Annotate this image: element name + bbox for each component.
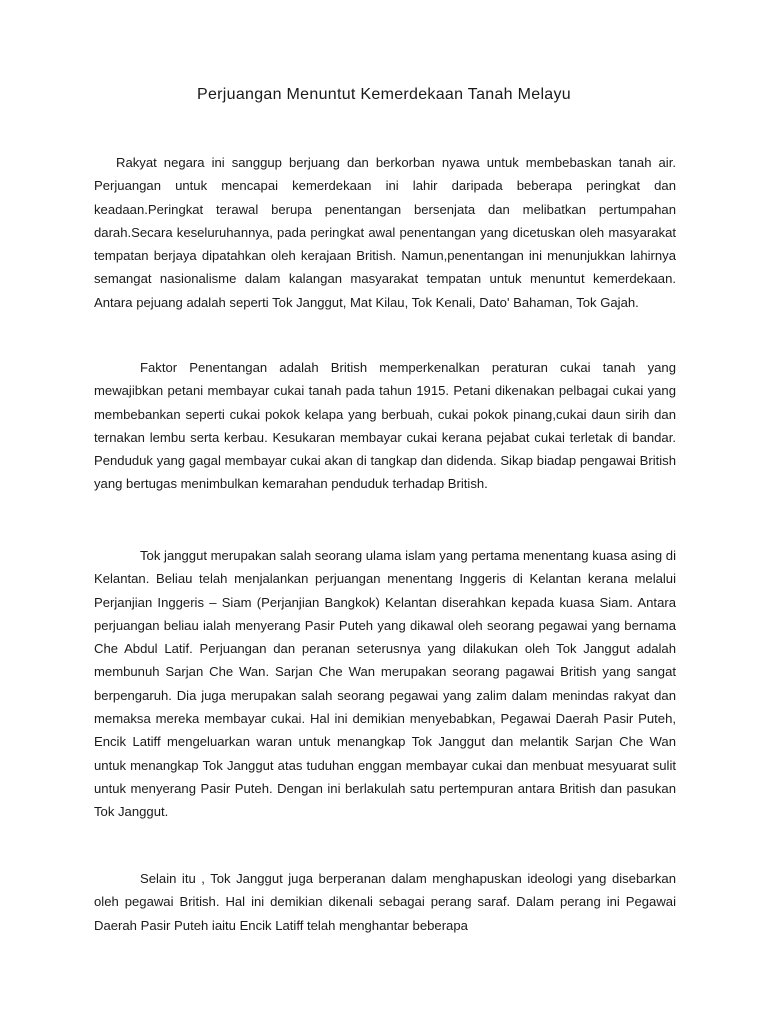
paragraph-3: Tok janggut merupakan salah seorang ulama islam yang pertama menentang kuasa asing di Kelantan. Beliau telah menjalankan perjuangan menentang Inggeris di Kelantan kerana melalui Perjanjian Inggeris – Siam (Perjanjian Bangkok) Kelantan diserahkan kepada kuasa Siam. Antara perjuangan beliau ialah menyerang Pasir Puteh yang dikawal oleh seorang pegawai yang bernama Che Abdul Latif. Perjuangan dan peranan seterusnya yang dilakukan oleh Tok Janggut adalah membunuh Sarjan Che Wan. Sarjan Che Wan merupakan seorang pagawai British yang sangat berpengaruh. Dia juga merupakan salah seorang pegawai yang zalim dalam menindas rakyat dan memaksa mereka membayar cukai. Hal ini demikian menyebabkan, Pegawai Daerah Pasir Puteh, Encik Latiff mengeluarkan waran untuk menangkap Tok Janggut dan melantik Sarjan Che Wan untuk menangkap Tok Janggut atas tuduhan enggan membayar cukai dan menbuat mesyuarat sulit untuk menyerang Pasir Puteh. Dengan ini berlakulah satu pertempuran antara British dan pasukan Tok Janggut. (94, 548, 676, 820)
paragraph-2: Faktor Penentangan adalah British memperkenalkan peraturan cukai tanah yang mewajibkan petani membayar cukai tanah pada tahun 1915. Petani dikenakan pelbagai cukai yang membebankan seperti cukai pokok kelapa yang berbuah, cukai pokok pinang,cukai daun sirih dan ternakan lembu serta kerbau. Kesukaran membayar cukai kerana pejabat cukai terletak di bandar. Penduduk yang gagal membayar cukai akan di tangkap dan didenda. Sikap biadap pengawai British yang bertugas menimbulkan kemarahan penduduk terhadap British. (94, 360, 676, 492)
paragraph-4: Selain itu , Tok Janggut juga berperanan dalam menghapuskan ideologi yang disebarkan oleh pegawai British. Hal ini demikian dikenali sebagai perang saraf. Dalam perang ini Pegawai Daerah Pasir Puteh iaitu Encik Latiff telah menghantar beberapa (94, 871, 676, 933)
paragraph-1: Rakyat negara ini sanggup berjuang dan berkorban nyawa untuk membebaskan tanah air. Perjuangan untuk mencapai kemerdekaan ini lahir daripada beberapa peringkat dan keadaan.Peringkat terawal berupa penentangan bersenjata dan melibatkan pertumpahan darah.Secara keseluruhannya, pada peringkat awal penentangan yang dicetuskan oleh masyarakat tempatan berjaya dipatahkan oleh kerajaan British. Namun,penentangan ini menunjukkan lahirnya semangat nasionalisme dalam kalangan masyarakat tempatan untuk menuntut kemerdekaan. Antara pejuang adalah seperti Tok Janggut, Mat Kilau, Tok Kenali, Dato' Bahaman, Tok Gajah. (94, 155, 676, 310)
document-title: Perjuangan Menuntut Kemerdekaan Tanah Melayu (196, 86, 572, 103)
